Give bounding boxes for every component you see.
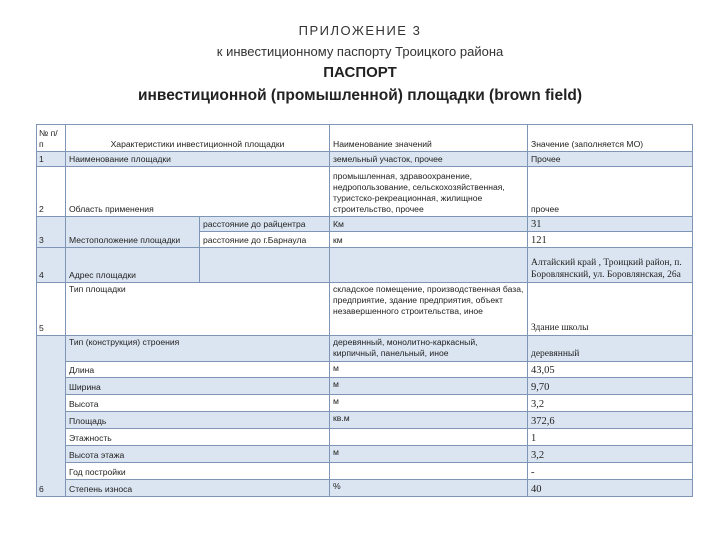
row-1-num: 1 <box>36 152 66 167</box>
row-6-year-characteristic: Год постройки <box>66 463 330 480</box>
row-6-area-characteristic: Площадь <box>66 412 330 429</box>
row-1-value: Прочее <box>528 152 693 167</box>
row-6-length-value: 43,05 <box>528 362 693 378</box>
row-6-length-unit: м <box>330 362 528 378</box>
row-6-area-unit: кв.м <box>330 412 528 429</box>
row-1-value-names: земельный участок, прочее <box>330 152 528 167</box>
row-6-height-value: 3,2 <box>528 395 693 412</box>
row-6-year-unit <box>330 463 528 480</box>
row-3-characteristic: Местоположение площадки <box>66 217 200 248</box>
row-6-floors-unit <box>330 429 528 446</box>
row-3a-label: расстояние до райцентра <box>200 217 330 232</box>
row-6-num: 6 <box>36 336 66 497</box>
row-6-floors-characteristic: Этажность <box>66 429 330 446</box>
row-6-width-characteristic: Ширина <box>66 378 330 395</box>
row-6-wear-value: 40 <box>528 480 693 497</box>
header-num: № п/п <box>36 124 66 152</box>
row-3b-label: расстояние до г.Барнаула <box>200 232 330 248</box>
row-4-characteristic: Адрес площадки <box>66 248 200 283</box>
row-5-value-names: складское помещение, производственная база, предприятие, здание предприятия, объект незавершенного строительства, иное <box>330 283 528 336</box>
row-6-area-value: 372,6 <box>528 412 693 429</box>
row-2-value: прочее <box>528 167 693 217</box>
document-title: инвестиционной (промышленной) площадки (brown field) <box>137 87 583 104</box>
row-5-value: Здание школы <box>528 283 693 336</box>
row-2-value-names: промышленная, здравоохранение, недропользование, сельскохозяйственная, туристско-рекреационная, жилищное строительство, прочее <box>330 167 528 217</box>
header-value-names: Наименование значений <box>330 124 528 152</box>
row-6-type-value-names: деревянный, монолитно-каркасный, кирпичный, панельный, иное <box>330 336 528 362</box>
row-6-width-value: 9,70 <box>528 378 693 395</box>
row-4-num: 4 <box>36 248 66 283</box>
row-4-value-names <box>330 248 528 283</box>
row-6-length-characteristic: Длина <box>66 362 330 378</box>
row-3b-value: 121 <box>528 232 693 248</box>
row-3a-value: 31 <box>528 217 693 232</box>
row-6-floor-height-value: 3,2 <box>528 446 693 463</box>
row-2-characteristic: Область применения <box>66 167 330 217</box>
passport-table <box>36 124 693 497</box>
row-2-num: 2 <box>36 167 66 217</box>
row-6-height-unit: м <box>330 395 528 412</box>
header-value: Значение (заполняется МО) <box>528 124 693 152</box>
row-4-empty <box>200 248 330 283</box>
appendix-subtitle: к инвестиционному паспорту Троицкого района <box>216 44 504 59</box>
row-6-year-value: - <box>528 463 693 480</box>
appendix-label: ПРИЛОЖЕНИЕ 3 <box>298 23 422 38</box>
row-6-height-characteristic: Высота <box>66 395 330 412</box>
row-6-width-unit: м <box>330 378 528 395</box>
row-5-characteristic: Тип площадки <box>66 283 330 336</box>
page-title: ПАСПОРТ <box>323 64 397 81</box>
row-3a-value-names: Км <box>330 217 528 232</box>
row-6-wear-characteristic: Степень износа <box>66 480 330 497</box>
row-3b-value-names: км <box>330 232 528 248</box>
row-3-num: 3 <box>36 217 66 248</box>
row-6-type-value: деревянный <box>528 336 693 362</box>
row-6-wear-unit: % <box>330 480 528 497</box>
header-characteristic: Характеристики инвестиционной площадки <box>66 124 330 152</box>
row-6-floor-height-characteristic: Высота этажа <box>66 446 330 463</box>
row-6-type-characteristic: Тип (конструкция) строения <box>66 336 330 362</box>
row-1-characteristic: Наименование площадки <box>66 152 330 167</box>
row-6-floor-height-unit: м <box>330 446 528 463</box>
row-5-num: 5 <box>36 283 66 336</box>
row-6-floors-value: 1 <box>528 429 693 446</box>
row-4-value: Алтайский край , Троицкий район, п. Боровлянский, ул. Боровлянская, 26а <box>528 248 693 283</box>
